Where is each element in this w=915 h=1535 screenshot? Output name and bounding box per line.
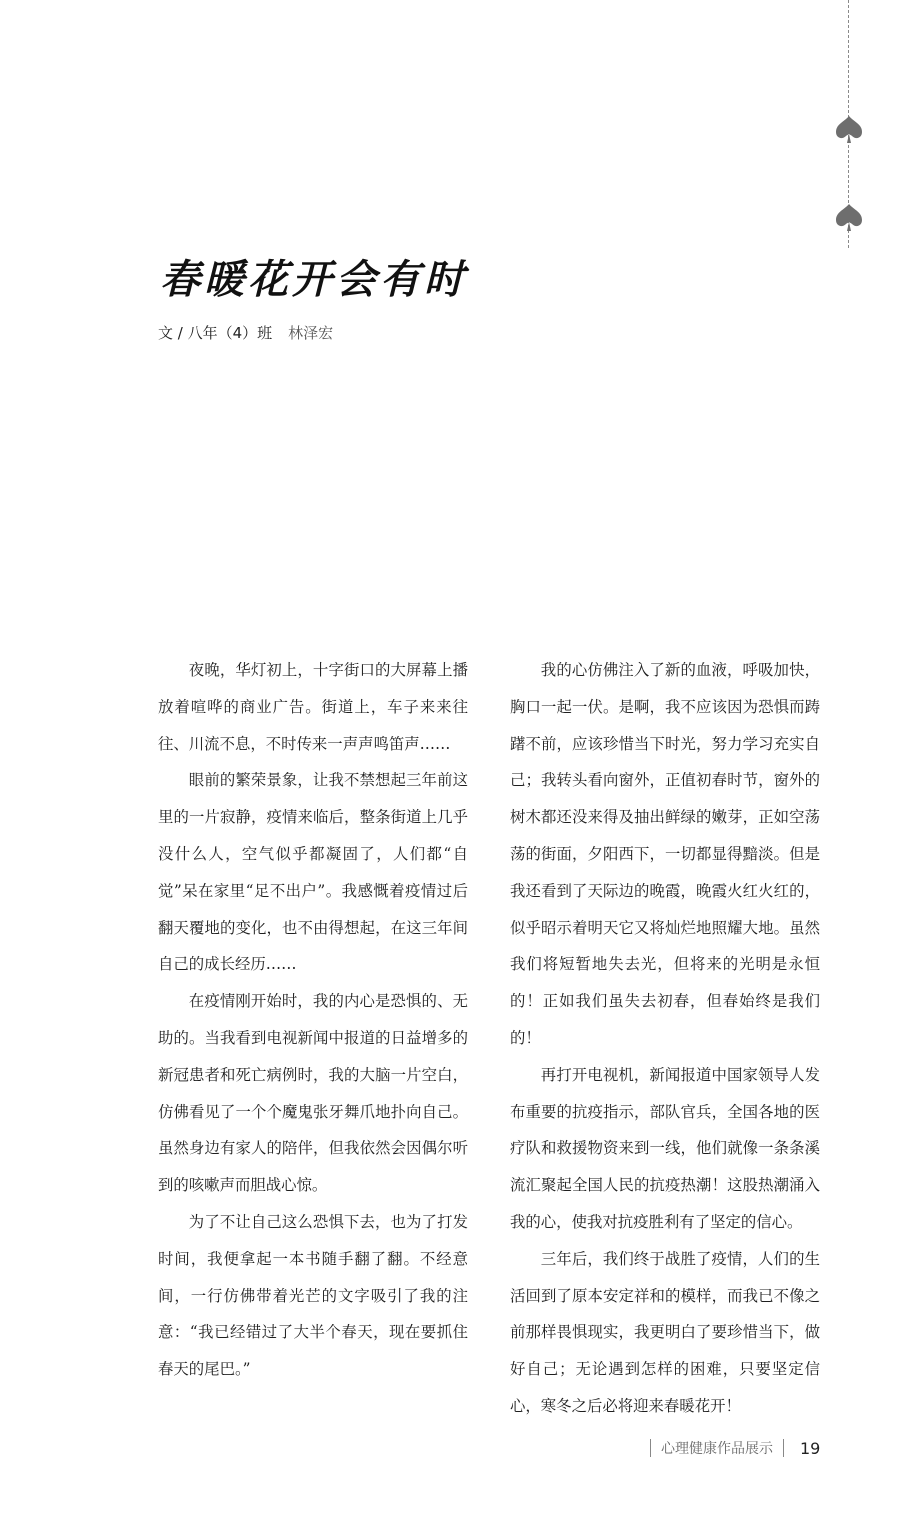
- paragraph: 为了不让自己这么恐惧下去，也为了打发时间，我便拿起一本书随手翻了翻。不经意间，一行仿佛带着光芒的文字吸引了我的注意：“我已经错过了大半个春天，现在要抓住春天的尾巴。”: [158, 1212, 468, 1379]
- paragraph: 我的心仿佛注入了新的血液，呼吸加快，胸口一起一伏。是啊，我不应该因为恐惧而踌躇不前，应该珍惜当下时光，努力学习充实自己；我转头看向窗外，正值初春时节，窗外的树木都还没来得及抽出鲜绿的嫩芽，正如空荡荡的街面，夕阳西下，一切都显得黯淡。但是我还看到了天际边的晚霞，晚霞火红火红的，似乎昭示着明天它又将灿烂地照耀大地。虽然我们将短暂地失去光，但将来的光明是永恒的！正如我们虽失去初春，但春始终是我们的！: [510, 661, 820, 1047]
- footer-section-label: 心理健康作品展示: [661, 1441, 773, 1457]
- paragraph: 在疫情刚开始时，我的内心是恐惧的、无助的。当我看到电视新闻中报道的日益增多的新冠患者和死亡病例时，我的大脑一片空白，仿佛看见了一个个魔鬼张牙舞爪地扑向自己。虽然身边有家人的陪伴，但我依然会因偶尔听到的咳嗽声而胆战心惊。: [158, 992, 468, 1195]
- left-column: [158, 652, 468, 1388]
- byline: [158, 322, 333, 343]
- paragraph: 夜晚，华灯初上，十字街口的大屏幕上播放着喧哗的商业广告。街道上，车子来来往往、川流不息，不时传来一声声鸣笛声……: [158, 661, 468, 753]
- right-column: [510, 652, 820, 1425]
- page-footer: [640, 1438, 820, 1458]
- page-number: 19: [800, 1438, 821, 1458]
- footer-divider: [650, 1439, 651, 1457]
- heart-icon: [834, 114, 864, 144]
- paragraph: 再打开电视机，新闻报道中国家领导人发布重要的抗疫指示，部队官兵，全国各地的医疗队和救援物资来到一线，他们就像一条条溪流汇聚起全国人民的抗疫热潮！这股热潮涌入我的心，使我对抗疫胜利有了坚定的信心。: [510, 1065, 820, 1231]
- article-title: 春暖花开会有时: [160, 257, 468, 303]
- heart-icon: [834, 202, 864, 232]
- paragraph: 眼前的繁荣景象，让我不禁想起三年前这里的一片寂静，疫情来临后，整条街道上几乎没什么人，空气似乎都凝固了，人们都“自觉”呆在家里“足不出户”。我感慨着疫情过后翻天覆地的变化，也不由得想起，在这三年间自己的成长经历……: [158, 771, 468, 974]
- author-name: 林泽宏: [288, 324, 334, 342]
- byline-class: 文 / 八年（4）班: [158, 324, 273, 342]
- paragraph: 三年后，我们终于战胜了疫情，人们的生活回到了原本安定祥和的模样，而我已不像之前那样畏惧现实，我更明白了要珍惜当下，做好自己；无论遇到怎样的困难，只要坚定信心，寒冬之后必将迎来春暖花开！: [510, 1249, 820, 1415]
- footer-divider: [783, 1439, 784, 1457]
